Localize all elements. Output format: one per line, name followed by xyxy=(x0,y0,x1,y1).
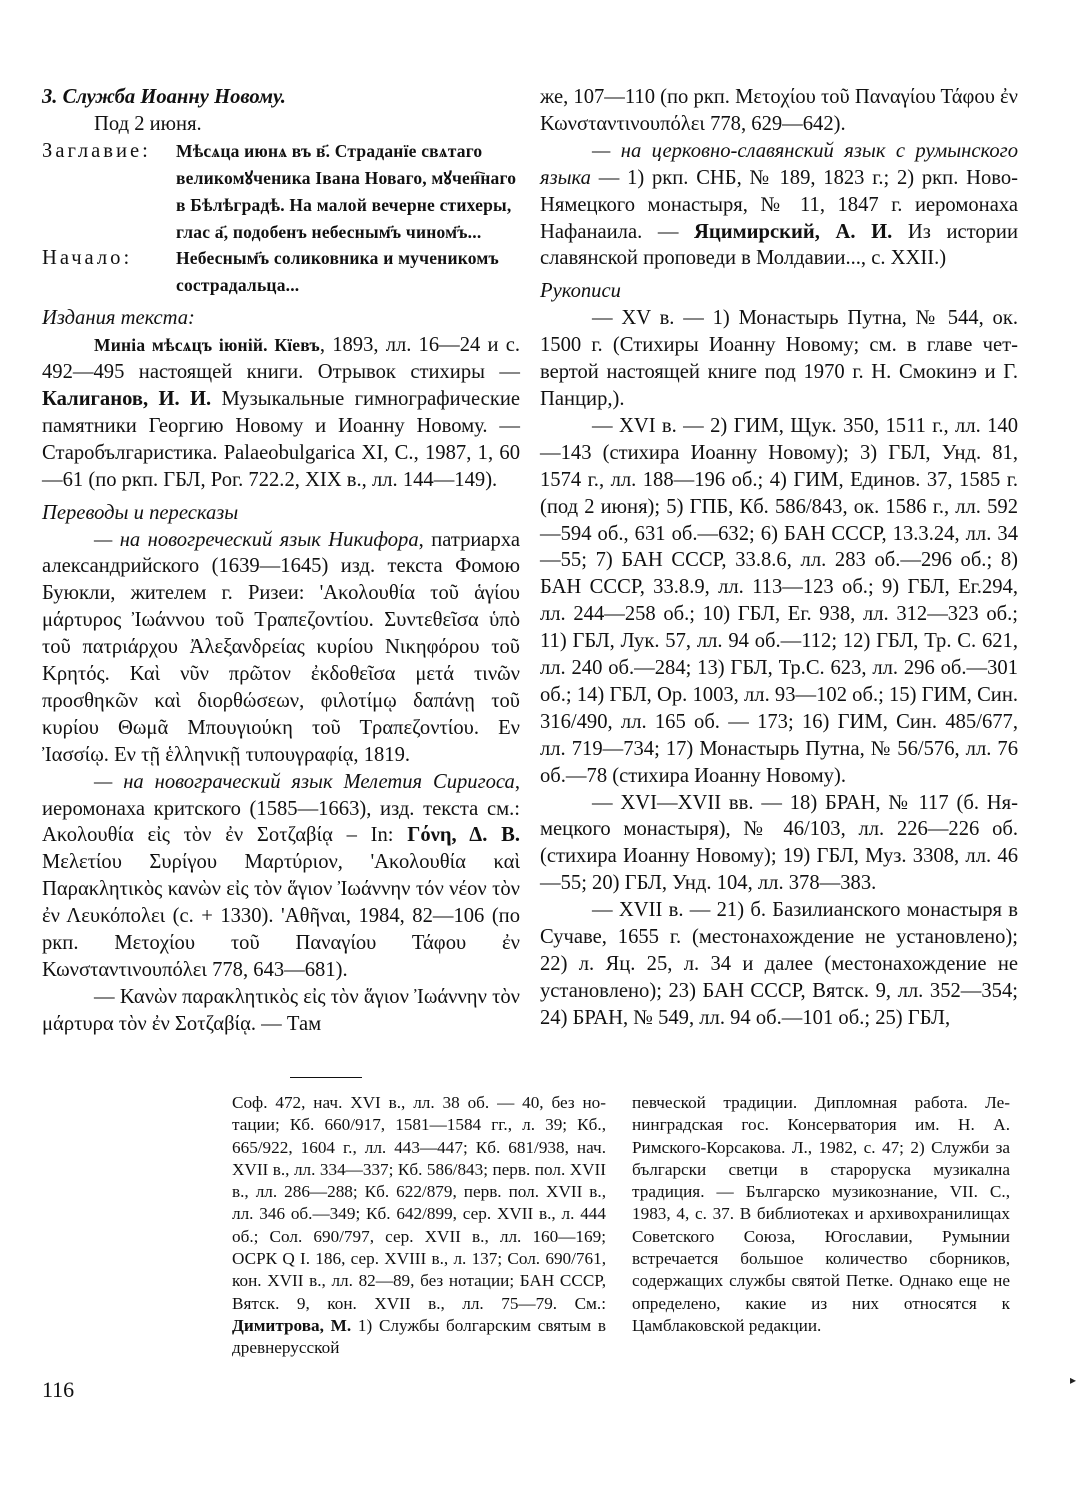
translation-1-text: , патриарха александрийского (1639—1645) изд. текста Фомою Буюкли, жителем г. Ризеи: 'Ακολουθία τοῦ ἁγίου μάρτυρος Ἰωάννου τοῦ Τραπεζοντίου. Συντεθεῖσα ὑπὸ τοῦ πατριάρχου Ἀλεξανδρείας κυρίου Νικηφόρου τοῦ Κρητός. Καὶ νῦν πρῶτον ἐκδοθεῖσα μετά τινῶν προσθηκῶν καὶ διορθώσεων, φιλοτίμῳ δαπάνῃ τοῦ κυρίου Θωμᾶ Μπουγιούκη τοῦ Τραπεζοντίου. Εν Ἰασσίῳ. Εν τῇ ἑλληνικῇ τυπουγραφίᾳ, 1819. xyxy=(42,528,520,766)
footnote-left-text-2: 1) Службы болгарским святым в древнерусской xyxy=(232,1315,606,1358)
editions-paragraph xyxy=(42,332,520,493)
translation-4-author: Яцимирский, А. И. xyxy=(694,220,893,243)
manuscripts-16th-17th: — XVI—XVII вв. — 18) БРАН, № 117 (б. Нямецкого монастыря), № 46/103, лл. 226—226 об. (стихира Иоанну Новому); 19) ГБЛ, Муз. 3308, лл. 46—55; 20) ГБЛ, Унд. 104, лл. 378—383. xyxy=(540,791,1018,895)
continuation-text: же, 107—110 (по ркп. Μετοχίου τοῦ Παναγίου Τάφου ἐν Κωνσταντινουπόλει 778, 629—642). xyxy=(540,86,1018,135)
manuscripts-17th: — XVII в. — 21) б. Базилианского монастыря в Сучаве, 1655 г. (местонахождение не установлено); 22) л. Яц. 25, л. 34 и далее (местонахождение не установлено); 23) БАН СССР, Вятск. 9, лл. 352—354; 24) БРАН, № 549, лл. 94 об.—101 об.; 25) ГБЛ, xyxy=(540,899,1018,1029)
editions-text-1: , 1893, лл. 16—24 и с. 492—495 настоящей книги. Отрывок стихиры — xyxy=(42,334,520,384)
translations-heading: Переводы и пересказы xyxy=(42,501,239,524)
translation-canon: — Κανὼν παρακλητικὸς εἰς τὸν ἅγιον Ἰωάννην τὸν μάρτυρα τὸν ἐν Σοτζαβίᾳ. — Там xyxy=(42,985,520,1035)
editions-text-2: Музыкальные гимнографические памятники Георгию Новому и Иоанну Новому. — Старобългаристика. Palaeobulgarica XI, С., 1987, 1, 60—61 (по ркп. ГБЛ, Рог. 722.2, XIX в., лл. 144—149). xyxy=(42,387,520,491)
translation-4-text-1: — 1) ркп. СНБ, № 189, 1823 г.; 2) ркп. Ново-Нямецкого монастыря, № 11, 1847 г. иеромонаха Нафанаила. — xyxy=(540,166,1018,243)
translation-greek-meletios xyxy=(42,769,520,984)
footnote-rule xyxy=(290,1077,362,1078)
editions-cs-title: Минiа мѣсѧцъ iюнiй. Кїевъ xyxy=(94,335,320,356)
edge-mark: ▸ xyxy=(1070,1373,1077,1387)
page-number: 116 xyxy=(42,1377,75,1402)
footnote-author: Димитрова, М. xyxy=(232,1315,352,1335)
translation-2-lang: — на новограческий язык Мелетия Сиригоса xyxy=(94,770,515,793)
footnote-right-text: певческой традиции. Дипломная работа. Ленинградская гос. Консерватория им. Н. А. Римского-Корсакова. Л., 1982, с. 47; 2) Служби за български светци в староруска музикална традиция. — Българско музикознание, VII. С., 1983, 4, с. 37. В библиотеках и архивохранилищах Советского Союза, Югославии, Румынии встречается большое количество сборников, содержащих службы святой Петке. Однако еще не определено, какие из них относятся к Цамблаковской редакции. xyxy=(632,1093,1010,1335)
nachalo-field xyxy=(42,245,520,299)
zaglavie-label: Заглавие: xyxy=(42,139,151,162)
footnote-right-column xyxy=(632,1092,1010,1337)
footnote-left-text-1: Соф. 472, нач. XVI в., лл. 38 об. — 40, без нотации; Кб. 660/917, 1581—1584 гг., л. 39; Кб., 665/922, 1604 г., лл. 443—447; Кб. 681/938, нач. XVII в., лл. 334—337; Кб. 586/843; перв. пол. XVII в., лл. 286—288; Кб. 622/879, перв. пол. XVII в., лл. 346 об.—349; Кб. 642/899, сер. XVII в., л. 444 об.; Сол. 690/797, сер. XVII в., лл. 160—169; ОСРК Q I. 186, сер. XVIII в., л. 137; Сол. 690/761, кон. XVII в., лл. 82—89, без нотации; БАН СССР, Вятск. 9, кон. XVII в., лл. 75—79. См.: xyxy=(232,1093,606,1313)
nachalo-label: Начало: xyxy=(42,247,133,270)
translation-greek-nikiphoros xyxy=(42,527,520,769)
footnote-left-column xyxy=(232,1092,606,1360)
translation-1-lang: — на новогреческий язык Никифора xyxy=(94,528,419,551)
manuscripts-15th: — XV в. — 1) Монастырь Путна, № 544, ок. 1500 г. (Стихиры Иоанну Новому; см. в главе четвертой настоящей книге под 1970 г. Н. Смокинэ и Г. Панцир,). xyxy=(540,307,1018,410)
section-heading: 3. Служба Иоанну Новому. xyxy=(42,86,286,108)
editions-author: Калиганов, И. И. xyxy=(42,387,212,410)
translation-church-slavonic xyxy=(540,138,1018,273)
right-column xyxy=(540,84,1018,1032)
translation-4-lang: — на церковно-славянский язык с румынского языка xyxy=(540,139,1018,189)
left-column xyxy=(42,84,520,1038)
date-line: Под 2 июня. xyxy=(94,112,202,135)
footnote-left-text xyxy=(232,1092,606,1360)
zaglavie-field xyxy=(42,138,520,246)
translation-2-text-1: , иеромонаха критского (1585—1663), изд. текста см.: Ακολουθία εἰς τὸν ἐν Σοτζαβίᾳ – In: xyxy=(42,770,520,847)
manuscripts-16th: — XVI в. — 2) ГИМ, Щук. 350, 1511 г., лл. 140—143 (стихира Иоанну Новому); 3) ГБЛ, Унд. 81, 1574 г., лл. 188—196 об.; 4) ГИМ, Единов. 37, 1585 г. (под 2 июня); 5) ГПБ, Кб. 586/843, ок. 1586 г., лл. 592—594 об., 631 об.—632; 6) БАН СССР, 13.3.24, лл. 34—55; 7) БАН СССР, 33.8.6, лл. 283 об.—296 об.; 8) БАН СССР, 33.8.9, лл. 113—123 об.; 9) ГБЛ, Ег.294, лл. 244—258 об.; 10) ГБЛ, Ег. 938, лл. 312—323 об.; 11) ГБЛ, Лук. 57, лл. 94 об.—112; 12) ГБЛ, Тр. С. 621, лл. 240 об.—284; 13) ГБЛ, Тр.С. 623, лл. 296 об.—301 об.; 14) ГБЛ, Ор. 1003, лл. 93—102 об.; 15) ГИМ, Син. 316/490, лл. 165 об. — 173; 16) ГИМ, Син. 485/677, лл. 719—734; 17) Монастырь Путна, № 56/576, лл. 76 об.—78 (стихира Иоанну Новому). xyxy=(540,414,1018,787)
translation-2-author: Γόνη, Δ. Β. xyxy=(407,824,520,847)
translation-2-text-2: Μελετίου Συρίγου Μαρτύριον, 'Ακολουθία καὶ Παρακλητικὸς κανὼν εἰς τὸν ἅγιον Ἰωάννην τόν νέον τὸν ἐν Λευκόπολει (с. + 1330). 'Αθῆναι, 1984, 82—106 (по ркп. Μετοχίου τοῦ Παναγίου Τάφου ἐν Κωνσταντινουπόλει 778, 643—681). xyxy=(42,851,520,981)
nachalo-text: Небесным҃ъ соликовника и мученикомъ сострадальца... xyxy=(176,248,499,296)
editions-heading: Издания текста: xyxy=(42,307,195,330)
translation-4-text-2: Из истории славянской проповеди в Молдавии..., с. XXII.) xyxy=(540,220,1018,270)
zaglavie-text: Мѣсѧца июнѧ въ в҃. Страданїе свѧтаго великомꙋченика Івана Новаго, мꙋчен҇наго в Бѣлѣградѣ. На малой вечерне стихеры, глас а҃, подобенъ небесным҃ъ чином҃ъ... xyxy=(176,140,517,242)
manuscripts-heading: Рукописи xyxy=(540,280,621,303)
